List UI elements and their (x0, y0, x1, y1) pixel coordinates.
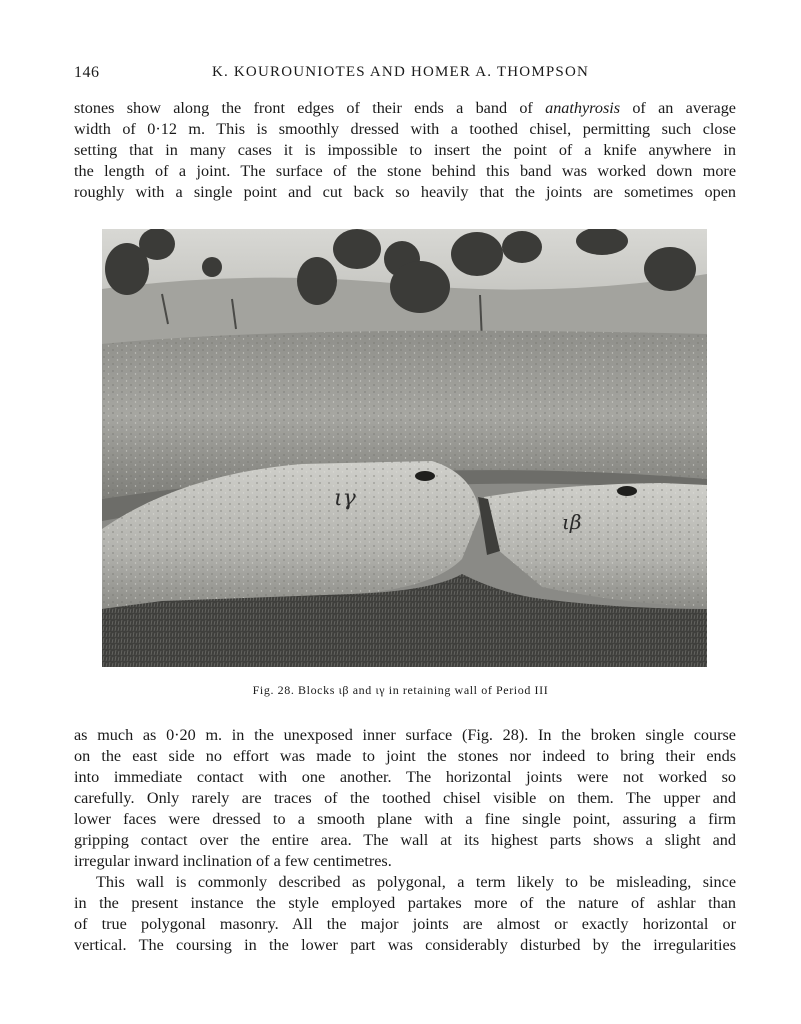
running-head: K. KOUROUNIOTES AND HOMER A. THOMPSON (211, 64, 590, 80)
block-label-right: ιβ (562, 510, 582, 534)
text-line: width of 0·12 m. This is smoothly dressed with a toothed chisel, permitting such close (74, 120, 736, 138)
text-line: roughly with a single point and cut back so heavily that the joints are sometimes open (74, 183, 736, 201)
text-line: stones show along the front edges of their ends a band of anathyrosis of an average (74, 99, 736, 117)
text-line: lower faces were dressed to a smooth plane with a fine single point, assuring a firm (74, 810, 736, 828)
text-line: as much as 0·20 m. in the unexposed inner surface (Fig. 28). In the broken single course (74, 726, 736, 744)
text-line: of true polygonal masonry. All the major joints are almost or exactly horizontal or (74, 915, 736, 933)
term-anathyrosis: anathyrosis (545, 99, 621, 117)
paragraph-3 (74, 872, 736, 956)
paragraph-1 (74, 98, 736, 203)
lewis-hole-left (415, 471, 435, 481)
paragraph-2 (74, 725, 736, 872)
text-line: carefully. Only rarely are traces of the toothed chisel visible on them. The upper and (74, 789, 736, 807)
block-label-left: ιγ (334, 486, 356, 511)
text-line: vertical. The coursing in the lower part was considerably disturbed by the irregularities (74, 936, 736, 954)
text-line: gripping contact over the entire area. The wall at its highest parts shows a slight and (74, 831, 736, 849)
text-line: irregular inward inclination of a few centimetres. (74, 852, 392, 870)
text-line: in the present instance the style employed partakes more of the nature of ashlar than (74, 894, 736, 912)
photograph-retaining-wall (102, 229, 707, 667)
text-line: the length of a joint. The surface of the stone behind this band was worked down more (74, 162, 736, 180)
text-line: setting that in many cases it is impossible to insert the point of a knife anywhere in (74, 141, 736, 159)
page-number: 146 (74, 64, 100, 81)
text-line: into immediate contact with one another. The horizontal joints were not worked so (74, 768, 736, 786)
lewis-hole-right (617, 486, 637, 496)
text-line: This wall is commonly described as polygonal, a term likely to be misleading, since (96, 873, 736, 891)
text-line: on the east side no effort was made to joint the stones nor indeed to bring their ends (74, 747, 736, 765)
figure-caption: Fig. 28. Blocks ιβ and ιγ in retaining wall of Period III (252, 683, 549, 697)
figure-28-photograph (102, 229, 707, 667)
